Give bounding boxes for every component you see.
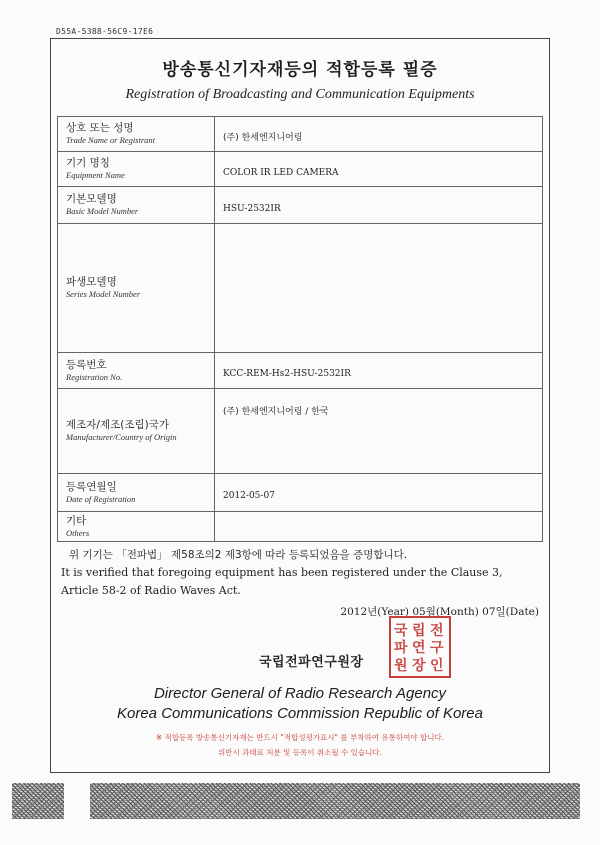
- value-cell: [215, 117, 543, 152]
- label-korean: 파생모델명: [66, 276, 117, 288]
- label-english: Basic Model Number: [66, 206, 139, 216]
- issue-date: 2012년(Year) 05월(Month) 07일(Date): [340, 606, 539, 618]
- basic-model-value: HSU-2532IR: [223, 203, 281, 214]
- notice-line1: ※ 적합등록 방송통신기자재는 반드시 "적합성평가표시" 를 부착하여 유통하여야 합니다.: [155, 733, 445, 742]
- label-english: Others: [66, 527, 90, 538]
- value-cell: [215, 187, 543, 224]
- label-korean: 등록연월일: [66, 480, 117, 493]
- title-korean: 방송통신기자재등의 적합등록 필증: [162, 60, 438, 80]
- value-cell: [215, 353, 543, 389]
- label-english: Registration No.: [66, 371, 123, 382]
- label-korean: 등록번호: [66, 358, 107, 371]
- table-row: [58, 512, 543, 542]
- document-code: D55A-5388-56C9-17E6: [56, 27, 154, 36]
- label-cell: [58, 389, 215, 474]
- label-english: Date of Registration: [66, 493, 136, 504]
- label-cell: [58, 474, 215, 512]
- value-cell: [215, 224, 543, 353]
- manufacturer-value: (주) 한세엔지니어링 / 한국: [223, 407, 329, 417]
- label-cell: [58, 353, 215, 389]
- label-korean: 제조자/제조(조립)국가: [66, 419, 170, 431]
- label-cell: [58, 224, 215, 353]
- table-row: [58, 389, 543, 474]
- label-korean: 기기 명칭: [66, 157, 110, 169]
- table-row: [58, 353, 543, 389]
- table-row: [58, 474, 543, 512]
- table-row: [58, 152, 543, 187]
- equipment-name-value: COLOR IR LED CAMERA: [223, 167, 339, 178]
- value-cell: [215, 474, 543, 512]
- label-korean: 상호 또는 성명: [66, 122, 134, 134]
- value-cell: [215, 512, 543, 542]
- security-pattern-left: [12, 783, 64, 819]
- registration-number-value: KCC-REM-Hs2-HSU-2532IR: [223, 369, 351, 379]
- value-cell: [215, 389, 543, 474]
- table-row: [58, 117, 543, 152]
- notice-line2: 위반시 과태료 처분 및 등록이 취소될 수 있습니다.: [218, 748, 382, 757]
- certification-korean: 위 기기는 「전파법」 제58조의2 제3항에 따라 등록되었음을 증명합니다.: [69, 549, 408, 561]
- label-korean: 기타: [66, 514, 87, 527]
- title-english: Registration of Broadcasting and Communication Equipments: [125, 87, 475, 102]
- registration-date-value: 2012-05-07: [223, 491, 275, 501]
- table-row: [58, 224, 543, 353]
- label-english: Series Model Number: [66, 289, 141, 299]
- registration-table: [57, 116, 543, 542]
- label-cell: [58, 512, 215, 542]
- director-english-line2: Korea Communications Commission Republic of Korea: [117, 705, 483, 722]
- label-english: Manufacturer/Country of Origin: [66, 432, 177, 442]
- label-cell: [58, 117, 215, 152]
- certificate-frame: [50, 38, 550, 773]
- label-cell: [58, 152, 215, 187]
- certification-english-line2: Article 58-2 of Radio Waves Act.: [61, 584, 241, 597]
- label-english: Equipment Name: [66, 170, 125, 180]
- certification-english-line1: It is verified that foregoing equipment has been registered under the Clause 3,: [61, 566, 503, 579]
- official-seal: 국 립 전 구 파 연 원 장 인: [389, 616, 451, 678]
- label-korean: 기본모델명: [66, 193, 117, 205]
- director-english-line1: Director General of Radio Research Agency: [153, 685, 447, 702]
- issuer-korean: 국립전파연구원장: [259, 655, 364, 670]
- value-cell: [215, 152, 543, 187]
- trade-name-value: (주) 한세엔지니어링: [223, 132, 303, 143]
- security-pattern-right: [90, 783, 580, 819]
- label-cell: [58, 187, 215, 224]
- label-english: Trade Name or Registrant: [66, 135, 156, 145]
- table-row: [58, 187, 543, 224]
